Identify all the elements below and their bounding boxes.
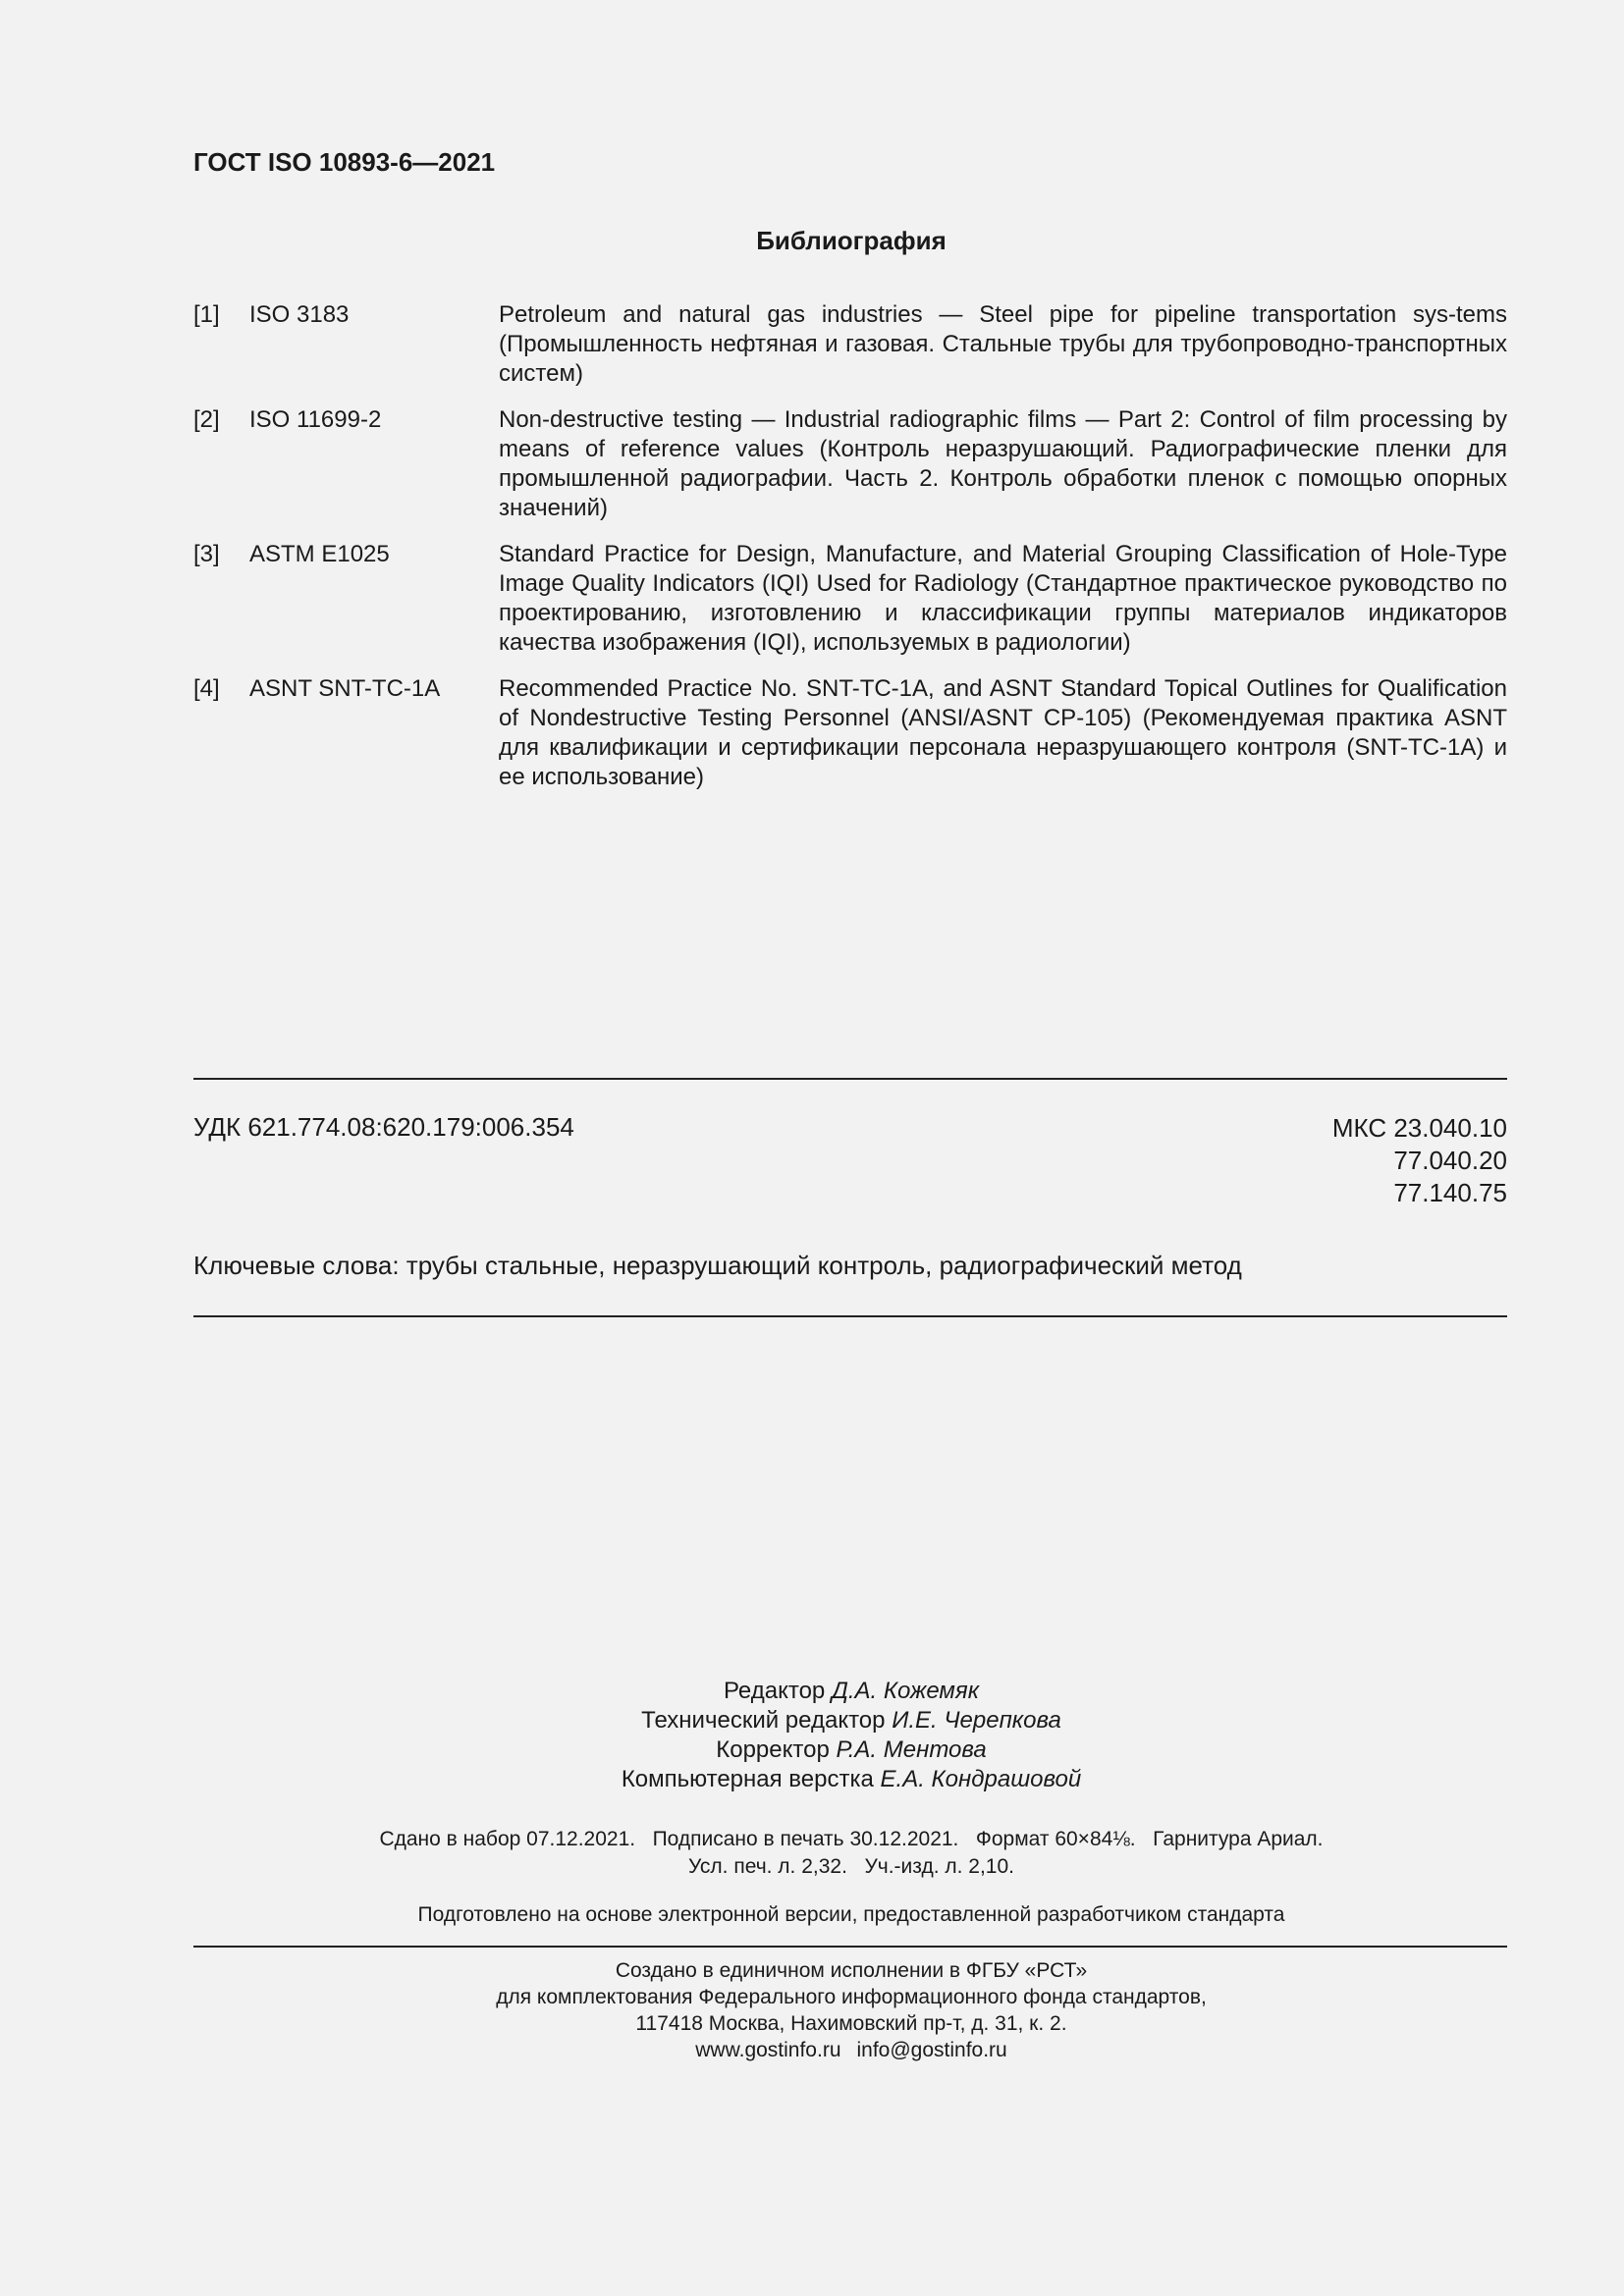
- credits-block: [0, 1677, 1624, 1794]
- mks-code: МКС 23.040.10: [1331, 1113, 1507, 1143]
- print-info-line: Сдано в набор 07.12.2021. Подписано в печать 30.12.2021. Формат 60×84⅛. Гарнитура Ариал.: [379, 1828, 1324, 1850]
- credit-label: Корректор: [716, 1736, 830, 1763]
- print-info: [0, 1826, 1624, 1881]
- entry-number: [2]: [193, 406, 220, 433]
- imprint-line: Создано в единичном исполнении в ФГБУ «РСТ»: [615, 1959, 1088, 1982]
- credit-name: Р.А. Ментова: [836, 1736, 987, 1763]
- imprint-line: для комплектования Федерального информационного фонда стандартов,: [496, 1986, 1207, 2008]
- credit-tech-editor: [0, 1706, 1624, 1735]
- entry-code: ISO 3183: [249, 301, 350, 328]
- bibliography-entry: [193, 540, 1507, 658]
- top-divider: [193, 1078, 1507, 1080]
- email-link[interactable]: info@gostinfo.ru: [856, 2039, 1007, 2061]
- entry-code: ASTM E1025: [249, 541, 390, 567]
- mks-code: 77.040.20: [1393, 1146, 1507, 1175]
- entry-description: Petroleum and natural gas industries — Steel pipe for pipeline transportation sys-tems (Промышленность нефтяная и газовая. Стальные трубы для трубопроводно-транспортных систем): [499, 301, 1507, 387]
- bibliography-entry: [193, 405, 1507, 523]
- credit-name: Д.А. Кожемяк: [831, 1678, 980, 1704]
- imprint-line: 117418 Москва, Нахимовский пр-т, д. 31, к. 2.: [635, 2012, 1067, 2035]
- bibliography-title: Библиография: [756, 226, 947, 255]
- entry-number: [4]: [193, 675, 220, 702]
- website-link[interactable]: www.gostinfo.ru: [695, 2039, 841, 2061]
- entry-number: [1]: [193, 301, 220, 328]
- credit-layout: [0, 1765, 1624, 1794]
- imprint-block: [0, 1957, 1624, 2063]
- bibliography-list: [193, 300, 1507, 809]
- credit-label: Компьютерная верстка: [621, 1766, 874, 1792]
- credit-name: И.Е. Черепкова: [892, 1707, 1061, 1734]
- entry-code: ISO 11699-2: [249, 406, 382, 433]
- standard-code: ГОСТ ISO 10893-6—2021: [193, 147, 496, 177]
- imprint-contacts: [0, 2037, 1624, 2063]
- credit-name: Е.А. Кондрашовой: [880, 1766, 1082, 1792]
- entry-description: Recommended Practice No. SNT-TC-1A, and ASNT Standard Topical Outlines for Qualification of Nondestructive Testing Personnel (ANSI/ASNT CP-105) (Рекомендуемая практика ASNT для квалификации и сертификации персонала неразрушающего контроля (SNT-TC-1A) и ее использование): [499, 675, 1507, 790]
- entry-description: Non-destructive testing — Industrial radiographic films — Part 2: Control of film processing by means of reference values (Контроль неразрушающий. Радиографические пленки для промышленной радиографии. Часть 2. Контроль обработки пленок с помощью опорных значений): [499, 406, 1507, 521]
- credit-proofreader: [0, 1735, 1624, 1765]
- keywords: Ключевые слова: трубы стальные, неразрушающий контроль, радиографический метод: [193, 1251, 1242, 1280]
- credit-label: Редактор: [723, 1678, 826, 1704]
- mks-code: 77.140.75: [1393, 1178, 1507, 1207]
- imprint-divider: [193, 1946, 1507, 1948]
- print-info-line: Усл. печ. л. 2,32. Уч.-изд. л. 2,10.: [687, 1855, 1014, 1878]
- credit-editor: [0, 1677, 1624, 1706]
- bibliography-entry: [193, 674, 1507, 792]
- entry-description: Standard Practice for Design, Manufacture, and Material Grouping Classification of Hole-Type Image Quality Indicators (IQI) Used for Radiology (Стандартное практическое руководство по проектированию, изготовлению и классификации группы материалов индикаторов качества изображения (IQI), используемых в радиологии): [499, 541, 1507, 656]
- entry-number: [3]: [193, 541, 220, 567]
- mks-codes: [1332, 1112, 1507, 1209]
- bottom-divider: [193, 1315, 1507, 1317]
- udk-code: УДК 621.774.08:620.179:006.354: [193, 1112, 574, 1142]
- entry-code: ASNT SNT-TC-1A: [249, 675, 441, 702]
- credit-label: Технический редактор: [641, 1707, 886, 1734]
- bibliography-entry: [193, 300, 1507, 389]
- prepared-note: Подготовлено на основе электронной версии, предоставленной разработчиком стандарта: [417, 1903, 1285, 1926]
